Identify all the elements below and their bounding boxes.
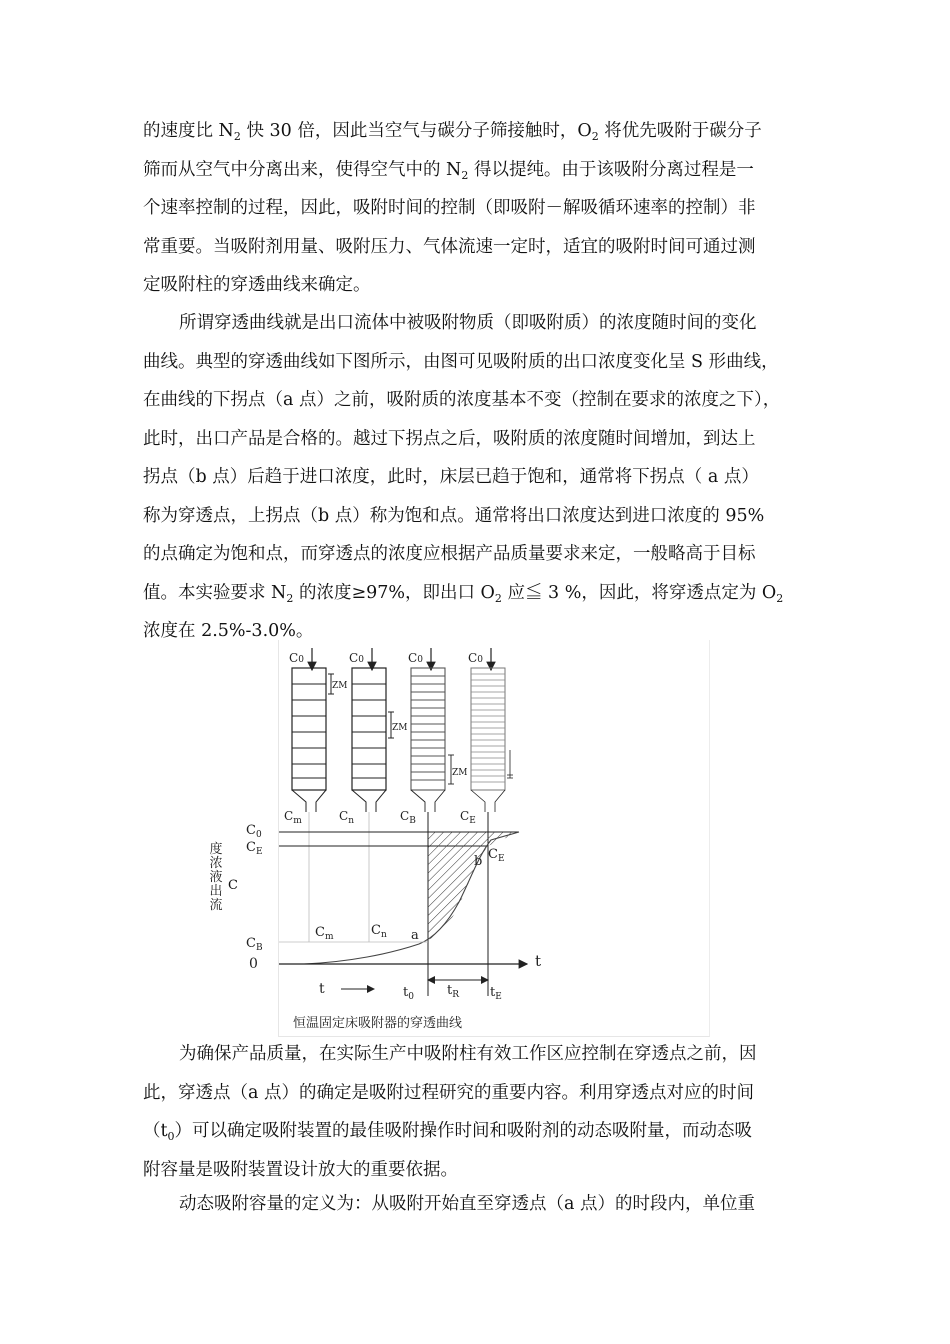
text-line: 在曲线的下拐点（a 点）之前，吸附质的浓度基本不变（控制在要求的浓度之下）， — [143, 390, 781, 410]
svg-text:C0: C0 — [349, 651, 364, 665]
y-axis-symbol: C — [228, 878, 238, 893]
text-line: 的点确定为饱和点，而穿透点的浓度应根据产品质量要求来定，一般略高于目标 — [143, 544, 756, 564]
svg-text:Cm: $C_m$ — [284, 809, 302, 826]
breakthrough-figure — [278, 640, 710, 1037]
svg-text:CE: $C_E$ — [246, 840, 263, 857]
column-4 — [471, 648, 513, 812]
svg-text:Cn: $C_n$ — [339, 809, 354, 826]
text-line: 常重要。当吸附剂用量、吸附压力、气体流速一定时，适宜的吸附时间可通过测 — [143, 236, 756, 257]
svg-text:ZM: ZM — [392, 723, 408, 733]
svg-text:C0: C0 — [408, 651, 423, 665]
text-line: 为确保产品质量，在实际生产中吸附柱有效工作区应控制在穿透点之前，因 — [179, 1044, 757, 1064]
svg-text:CE: $C_E$ — [488, 847, 505, 864]
figure-caption: 恒温固定床吸附器的穿透曲线 — [293, 1016, 463, 1031]
svg-text:t: t — [535, 952, 542, 970]
svg-text:a: a — [411, 928, 419, 943]
text-line: 此，穿透点（a 点）的确定是吸附过程研究的重要内容。利用穿透点对应的时间 — [143, 1082, 754, 1103]
svg-text:b: b — [474, 854, 483, 869]
paragraph-1 — [143, 112, 808, 305]
text-line: 附容量是吸附装置设计放大的重要依据。 — [143, 1159, 458, 1180]
text-line: $(t_0)$可以确定吸附装置的最佳吸附操作时间和吸附剂的动态吸附量，而动态吸 — [143, 1121, 753, 1143]
svg-text:CB: $C_B$ — [246, 936, 263, 953]
svg-text:tE: $t_E$ — [490, 985, 502, 1002]
text-line: 定吸附柱的穿透曲线来确定。 — [143, 275, 371, 295]
text-line: 值。本实验要求 $N_2$ 的浓度≥97%，即出口 $O_2$ 应≦ 3 %，因此，将穿透点定为 $O_2$ — [143, 582, 784, 605]
svg-text:tR: $t_R$ — [447, 983, 460, 1000]
svg-text:ZM: ZM — [332, 681, 348, 691]
svg-text:0: 0 — [249, 956, 258, 970]
svg-text:C0: C0 — [289, 651, 304, 665]
svg-text:t0: $t_0$ — [403, 985, 414, 1002]
svg-text:CE: $C_E$ — [460, 809, 476, 826]
text-line: 拐点（b 点）后趋于进口浓度，此时，床层已趋于饱和，通常将下拐点（ a 点） — [143, 467, 759, 487]
text-line: 的速度比 $N_2$ 快 30 倍，因此当空气与碳分子筛接触时，$O_2$ 将优先吸附于碳分子 — [143, 121, 762, 143]
column-1 — [292, 648, 334, 812]
paragraph-3 — [143, 1035, 808, 1189]
paragraph-2 — [143, 304, 808, 651]
svg-text:C0: $C_0$ — [246, 823, 262, 840]
text-line: 动态吸附容量的定义为：从吸附开始直至穿透点（a 点）的时段内，单位重 — [179, 1194, 755, 1214]
text-line: 浓度在 2.5%-3.0%。 — [143, 621, 314, 641]
y-axis-ticks — [240, 820, 280, 970]
y-axis-label: 流 出 液 浓 度 — [209, 842, 223, 913]
column-3 — [411, 648, 454, 812]
paragraph-4 — [143, 1185, 808, 1224]
text-line: 此时，出口产品是合格的。越过下拐点之后，吸附质的浓度随时间增加，到达上 — [143, 428, 756, 449]
figure-diagram — [279, 640, 709, 1036]
text-line: 称为穿透点，上拐点（b 点）称为饱和点。通常将出口浓度达到进口浓度的 95% — [143, 505, 765, 526]
text-line: 筛而从空气中分离出来，使得空气中的 $N_2$ 得以提纯。由于该吸附分离过程是一 — [143, 159, 754, 182]
svg-text:ZM: ZM — [452, 768, 468, 778]
column-2 — [352, 648, 394, 812]
breakthrough-chart — [279, 812, 527, 996]
svg-text:Cn: $C_n$ — [371, 923, 387, 940]
svg-text:CB: $C_B$ — [400, 809, 416, 826]
svg-text:Cm: $C_m$ — [315, 925, 334, 942]
text-line: 曲线。典型的穿透曲线如下图所示，由图可见吸附质的出口浓度变化呈 S 形曲线， — [143, 351, 779, 372]
svg-text:t: t — [319, 981, 325, 997]
svg-text:C0: C0 — [468, 651, 483, 665]
text-line: 所谓穿透曲线就是出口流体中被吸附物质（即吸附质）的浓度随时间的变化 — [179, 313, 757, 333]
column-labels — [284, 651, 483, 826]
text-line: 个速率控制的过程，因此，吸附时间的控制（即吸附－解吸循环速率的控制）非 — [143, 198, 756, 218]
